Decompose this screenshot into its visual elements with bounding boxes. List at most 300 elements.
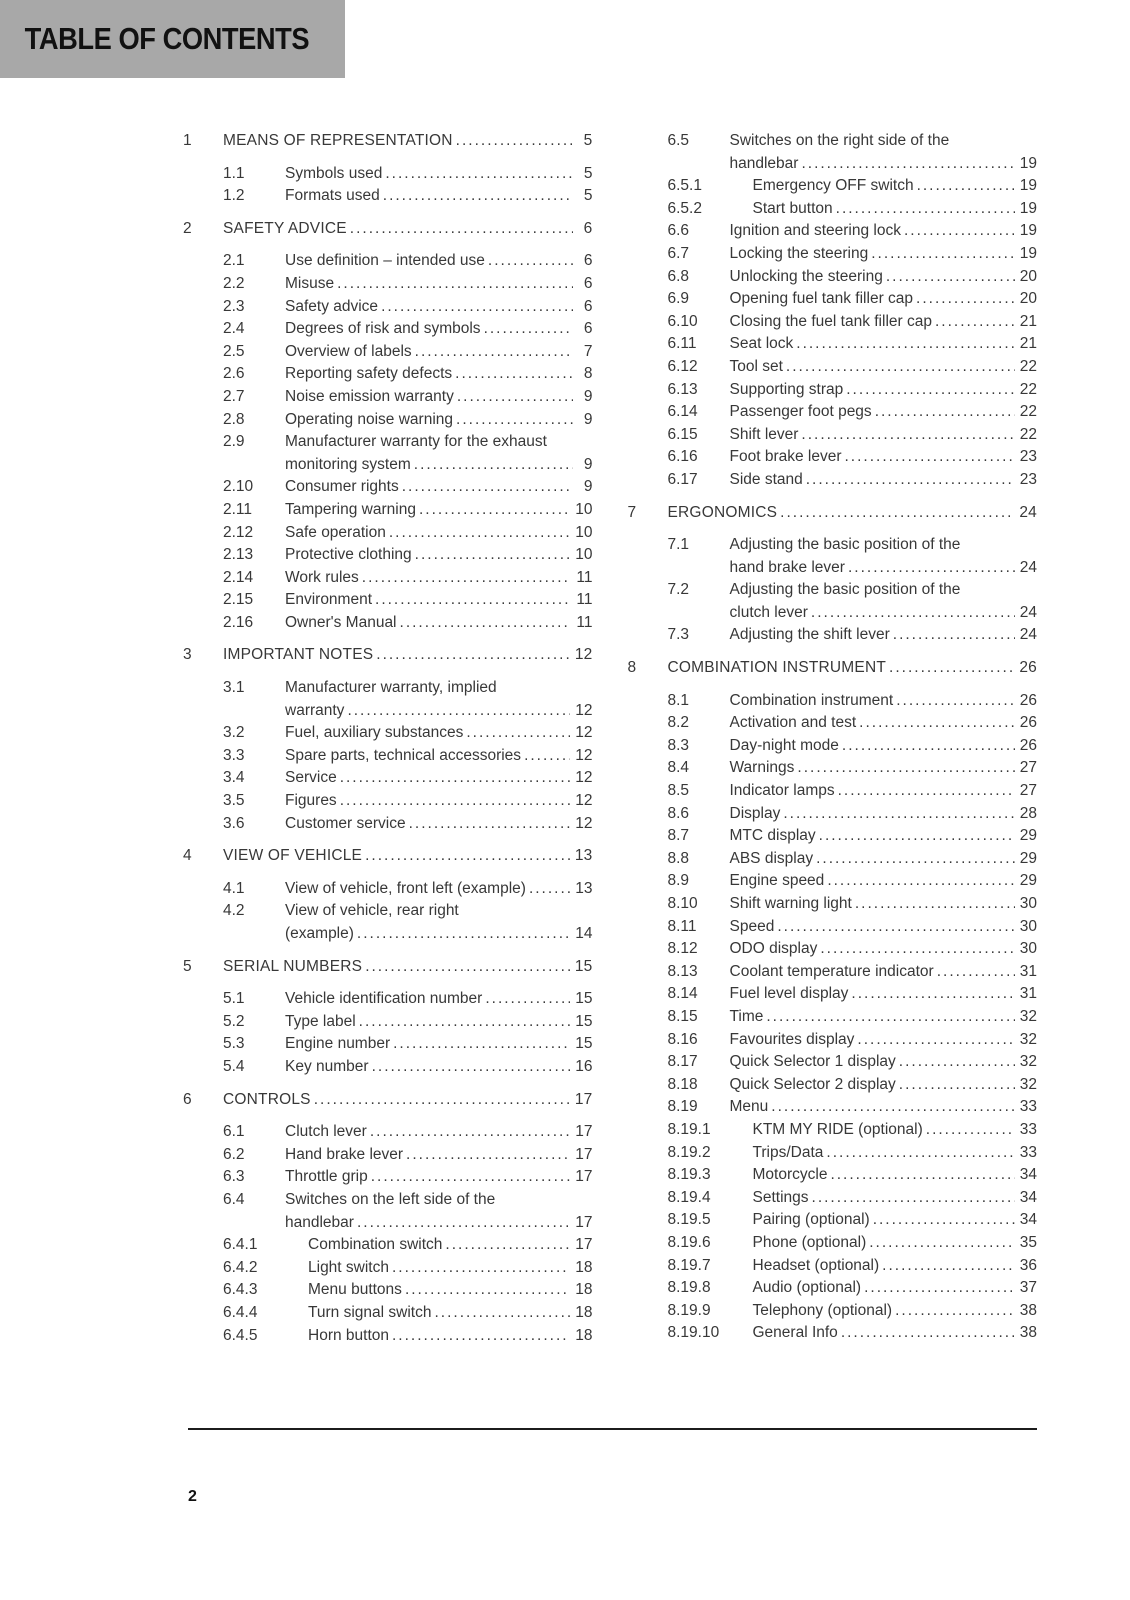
toc-entry-number: 8.19.7 [667, 1256, 711, 1274]
toc-entry-number: 8.9 [667, 872, 690, 890]
toc-entry-page: 17 [575, 1145, 593, 1163]
toc-entry-title-text: Speed [729, 917, 775, 935]
toc-entry-number: 8.13 [667, 962, 698, 980]
toc-entry [183, 988, 593, 1011]
toc-entry-page: 32 [1019, 1053, 1037, 1071]
toc-entry-number: 8.18 [667, 1075, 698, 1093]
toc-entry-number: 3.4 [223, 769, 245, 787]
toc-entry-page: 20 [1019, 267, 1037, 285]
toc-entry-number: 6.17 [667, 470, 698, 488]
dot-leader [314, 1089, 570, 1112]
toc-entry-title [730, 311, 1038, 334]
toc-entry [628, 893, 1038, 916]
toc-entry-page: 24 [1019, 626, 1037, 644]
toc-entry-number: 2.8 [223, 410, 245, 428]
toc-entry-number: 5.3 [223, 1035, 245, 1053]
dot-leader [830, 1164, 1014, 1187]
toc-entry-title-text: Locking the steering [729, 244, 869, 262]
toc-entry-number: 1.2 [223, 187, 245, 205]
dot-leader [801, 424, 1014, 447]
toc-entry-number: 6.11 [667, 335, 697, 353]
toc-entry [628, 803, 1038, 826]
toc-entry-title [753, 1255, 1038, 1278]
dot-leader [896, 690, 1015, 713]
toc-entry-page: 23 [1019, 448, 1037, 466]
toc-entry-number: 5 [183, 957, 192, 975]
dot-leader [864, 1277, 1015, 1300]
toc-entry [183, 130, 593, 153]
toc-entry-number: 6.4.3 [223, 1281, 258, 1299]
toc-entry-page: 9 [583, 478, 593, 496]
toc-entry-title [285, 567, 593, 590]
toc-entry-title [285, 522, 593, 545]
dot-leader [359, 1011, 571, 1034]
toc-entry-number: 8.19.8 [667, 1279, 711, 1297]
toc-entry-title [753, 175, 1038, 198]
dot-leader [836, 198, 1015, 221]
toc-entry-page: 23 [1019, 470, 1037, 488]
toc-entry [183, 722, 593, 745]
toc-entry-title [285, 163, 593, 186]
dot-leader [771, 1096, 1014, 1119]
dot-leader [857, 1029, 1014, 1052]
toc-entry-title [730, 1006, 1038, 1029]
toc-entry-title [308, 1257, 593, 1280]
toc-entry-page: 18 [575, 1281, 593, 1299]
toc-entry-page: 12 [575, 701, 593, 719]
dot-leader [392, 1257, 570, 1280]
toc-entry-title-text: Misuse [285, 274, 335, 292]
toc-entry-page: 17 [575, 1168, 593, 1186]
toc-entry [628, 1232, 1038, 1255]
toc-entry-title-text: Work rules [285, 568, 359, 586]
dot-leader [415, 544, 571, 567]
toc-entry-title [285, 790, 593, 813]
toc-entry-title-line: Switches on the right side of the [729, 132, 950, 149]
toc-entry-title-text: Shift warning light [729, 895, 852, 912]
toc-entry-title-text: Day-night mode [729, 736, 839, 754]
toc-entry-page: 29 [1019, 849, 1037, 867]
toc-entry-number: 2.13 [223, 546, 254, 564]
toc-entry [628, 1187, 1038, 1210]
dot-leader [375, 589, 571, 612]
dot-leader [529, 878, 570, 901]
toc-entry-title-text: (example) [285, 925, 354, 942]
toc-entry-page: 26 [1019, 659, 1037, 677]
toc-entry [628, 712, 1038, 735]
toc-entry-number: 8.19 [667, 1098, 698, 1116]
toc-entry-title-text: Coolant temperature indicator [729, 962, 934, 980]
toc-entry-number: 7 [627, 503, 637, 521]
toc-entry [183, 341, 593, 364]
toc-entry [183, 845, 593, 868]
dot-leader [383, 185, 573, 208]
toc-entry-title [753, 1300, 1038, 1323]
dot-leader [347, 700, 570, 723]
toc-entry-title [730, 735, 1038, 758]
toc-entry-page: 11 [576, 568, 593, 586]
toc-entry [628, 983, 1038, 1006]
toc-entry-number: 8.17 [667, 1053, 698, 1071]
toc-entry-number: 8.19.6 [667, 1233, 711, 1251]
toc-entry-number: 6.7 [667, 244, 690, 262]
dot-leader [851, 983, 1014, 1006]
toc-entry-number: 8.19.4 [667, 1188, 711, 1206]
toc-entry-page: 6 [583, 297, 593, 315]
toc-entry-number: 2.2 [223, 274, 245, 292]
toc-entry [628, 961, 1038, 984]
dot-leader [381, 296, 572, 319]
toc-entry-number: 6 [183, 1090, 192, 1108]
toc-entry-title-text: Supporting strap [729, 380, 844, 398]
toc-entry-title [730, 579, 1038, 624]
toc-entry-title [730, 356, 1038, 379]
toc-entry-title-line: Adjusting the basic position of the [729, 536, 961, 554]
toc-entry [183, 386, 593, 409]
toc-entry-page: 5 [583, 132, 593, 149]
toc-entry-number: 8.19.3 [667, 1166, 711, 1184]
toc-entry-title [668, 657, 1038, 680]
toc-entry [183, 163, 593, 186]
toc-entry-title-text: Environment [285, 591, 373, 609]
toc-entry-number: 6.4 [223, 1190, 245, 1208]
toc-entry-title [285, 1056, 593, 1079]
dot-leader [786, 356, 1015, 379]
toc-entry-number: 2.14 [223, 568, 254, 586]
toc-entry-title [730, 848, 1038, 871]
dot-leader [389, 522, 570, 545]
toc-entry-page: 15 [575, 990, 593, 1008]
toc-entry [628, 757, 1038, 780]
toc-entry-title-text: Opening fuel tank filler cap [729, 290, 914, 308]
toc-entry [628, 469, 1038, 492]
toc-entry-title [285, 386, 593, 409]
toc-entry-title-text: Spare parts, technical accessories [285, 746, 522, 764]
toc-entry-title-text: Pairing (optional) [752, 1211, 870, 1229]
toc-entry [628, 175, 1038, 198]
toc-entry-number: 2.1 [223, 252, 245, 270]
toc-entry [183, 250, 593, 273]
toc-entry-title-text: Warnings [729, 759, 795, 777]
toc-entry-page: 34 [1019, 1211, 1037, 1229]
dot-leader [796, 333, 1014, 356]
toc-entry-page: 17 [575, 1213, 593, 1231]
toc-entry [183, 273, 593, 296]
toc-entry-number: 6.10 [667, 312, 698, 330]
dot-leader [820, 938, 1014, 961]
toc-entry-title [753, 1164, 1038, 1187]
toc-entry [183, 1089, 593, 1112]
toc-entry-page: 19 [1019, 177, 1037, 195]
toc-entry-title [730, 333, 1038, 356]
toc-entry [628, 579, 1038, 624]
toc-entry-title-text: Symbols used [285, 164, 383, 182]
toc-entry-title [753, 1209, 1038, 1232]
toc-entry-title [285, 185, 593, 208]
toc-entry-page: 19 [1019, 154, 1037, 172]
toc-entry [628, 916, 1038, 939]
toc-entry-title-text: Trips/Data [752, 1143, 824, 1161]
toc-entry-page: 20 [1019, 290, 1037, 308]
toc-entry [183, 1056, 593, 1079]
toc-entry-number: 2.16 [223, 613, 254, 631]
toc-entry-page: 12 [575, 814, 593, 832]
toc-entry-page: 27 [1019, 782, 1037, 800]
toc-entry [183, 409, 593, 432]
toc-entry-number: 6.5.1 [667, 177, 702, 195]
toc-entry-number: 6.15 [667, 425, 698, 443]
toc-entry-page: 16 [575, 1057, 593, 1075]
toc-entry-number: 7.1 [667, 536, 690, 554]
toc-entry [183, 956, 593, 979]
toc-entry-number: 8.19.10 [667, 1324, 720, 1342]
dot-leader [415, 341, 573, 364]
dot-leader [370, 1121, 570, 1144]
toc-entry-number: 8.14 [667, 985, 698, 1003]
dot-leader [899, 1051, 1015, 1074]
toc-entry-number: 2.9 [223, 433, 245, 451]
toc-entry-number: 7.2 [667, 581, 690, 599]
toc-entry-title [730, 780, 1038, 803]
toc-entry [183, 1011, 593, 1034]
toc-entry-title-line: Adjusting the basic position of the [729, 581, 961, 599]
toc-entry-title [285, 900, 593, 945]
toc-entry [183, 1144, 593, 1167]
toc-entry-title-text: Clutch lever [285, 1123, 367, 1141]
dot-leader [419, 499, 570, 522]
toc-entry [183, 745, 593, 768]
toc-entry-number: 2.7 [223, 387, 245, 405]
toc-entry-title [753, 198, 1038, 221]
toc-entry-title [285, 476, 593, 499]
toc-entry-title-text: Foot brake lever [729, 448, 842, 466]
toc-entry-title [753, 1119, 1038, 1142]
dot-leader [365, 845, 570, 868]
toc-entry [183, 589, 593, 612]
toc-entry-page: 33 [1019, 1098, 1037, 1116]
toc-entry-title [730, 916, 1038, 939]
toc-entry-title-text: Vehicle identification number [285, 990, 483, 1008]
toc-entry-number: 8 [627, 659, 637, 677]
toc-entry-number: 8.6 [667, 804, 690, 822]
dot-leader [766, 1006, 1014, 1029]
dot-leader [340, 767, 571, 790]
toc-entry-title-text: Tool set [729, 357, 783, 375]
toc-entry-title-text: Indicator lamps [729, 782, 835, 800]
dot-leader [780, 502, 1014, 525]
dot-leader [409, 813, 571, 836]
dot-leader [456, 130, 573, 153]
toc-entry-title-text: monitoring system [285, 455, 411, 473]
toc-entry-page: 12 [575, 746, 593, 764]
toc-entry-title [730, 961, 1038, 984]
toc-entry-number: 6.5.2 [667, 199, 702, 217]
toc-entry-title-text: Noise emission warranty [285, 387, 454, 405]
toc-entry-title [730, 288, 1038, 311]
toc-entry-title-text: Hand brake lever [285, 1145, 404, 1163]
dot-leader [466, 722, 570, 745]
toc-entry [628, 502, 1038, 525]
dot-leader [899, 1074, 1015, 1097]
toc-entry-page: 24 [1019, 558, 1037, 576]
toc-entry-title-text: Passenger foot pegs [729, 403, 872, 421]
toc-entry-page: 19 [1019, 199, 1037, 217]
toc-entry-title-text: Combination instrument [729, 691, 894, 709]
toc-entry-title [285, 1121, 593, 1144]
toc-entry-title-text: Consumer rights [285, 478, 399, 496]
toc-entry [183, 185, 593, 208]
toc-entry-number: 3.5 [223, 792, 245, 810]
toc-entry-title [223, 845, 593, 868]
toc-entry-page: 9 [583, 410, 593, 428]
toc-entry-title [223, 130, 593, 153]
toc-entry-page: 19 [1019, 222, 1037, 240]
toc-entry-page: 10 [575, 500, 593, 518]
toc-entry [628, 825, 1038, 848]
toc-entry-title [285, 499, 593, 522]
toc-entry-title [730, 401, 1038, 424]
toc-entry-title-text: Start button [752, 199, 833, 217]
toc-entry-title [285, 813, 593, 836]
toc-entry-title [753, 1322, 1038, 1345]
toc-entry [183, 644, 593, 667]
toc-entry-title [285, 677, 593, 722]
toc-entry-title [730, 983, 1038, 1006]
dot-leader [457, 386, 573, 409]
toc-entry [628, 356, 1038, 379]
toc-entry-title-text: Overview of labels [285, 342, 412, 360]
toc-entry-title [285, 612, 593, 635]
dot-leader [869, 1232, 1015, 1255]
toc-entry-number: 8.15 [667, 1007, 698, 1025]
dot-leader [777, 916, 1014, 939]
toc-entry-title-text: Owner's Manual [285, 613, 397, 631]
toc-entry-title-text: Audio (optional) [752, 1279, 862, 1297]
dot-leader [485, 988, 570, 1011]
toc-entry [183, 1033, 593, 1056]
dot-leader [357, 1212, 570, 1235]
toc-entry-title [285, 544, 593, 567]
dot-leader [904, 220, 1015, 243]
toc-entry-number: 4.1 [223, 879, 245, 897]
toc-entry-title-text: Adjusting the shift lever [729, 626, 890, 644]
toc-entry-number: 6.16 [667, 448, 698, 466]
toc-entry-title [223, 1089, 593, 1112]
toc-entry-number: 5.2 [223, 1012, 245, 1030]
toc-entry [628, 198, 1038, 221]
toc-entry [628, 1164, 1038, 1187]
toc-entry-page: 6 [583, 320, 593, 338]
toc-entry-title [285, 273, 593, 296]
toc-entry-title [223, 956, 593, 979]
dot-leader [340, 790, 571, 813]
toc-entry-title-text: Menu buttons [308, 1281, 402, 1299]
toc-entry-title-text: Engine number [285, 1035, 391, 1053]
toc-entry-title [308, 1325, 593, 1348]
toc-entry-title-text: Figures [285, 792, 337, 810]
toc-entry-number: 3.6 [223, 814, 245, 832]
toc-entry-title [730, 243, 1038, 266]
toc-entry-number: 8.3 [667, 736, 690, 754]
toc-entry-title [285, 341, 593, 364]
toc-entry-page: 11 [576, 613, 593, 631]
toc-entry [628, 1029, 1038, 1052]
dot-leader [846, 379, 1015, 402]
toc-entry-number: 2.5 [223, 342, 245, 360]
toc-entry [183, 1166, 593, 1189]
toc-entry-page: 22 [1019, 380, 1037, 398]
toc-entry-title-text: Shift lever [729, 425, 799, 443]
toc-entry-title [730, 690, 1038, 713]
dot-leader [406, 1144, 570, 1167]
toc-entry-number: 2.10 [223, 478, 254, 496]
toc-entry-page: 15 [574, 957, 593, 975]
toc-entry [628, 1322, 1038, 1345]
toc-entry [628, 1300, 1038, 1323]
toc-entry-title [730, 1096, 1038, 1119]
toc-entry-title [730, 534, 1038, 579]
toc-entry-title-text: Protective clothing [285, 546, 412, 564]
toc-entry-number: 8.16 [667, 1030, 698, 1048]
toc-entry-title [730, 379, 1038, 402]
toc-entry-number: 7.3 [667, 626, 690, 644]
toc-entry [628, 1277, 1038, 1300]
toc-entry [183, 363, 593, 386]
toc-entry [628, 266, 1038, 289]
toc-entry-title-text: MEANS OF REPRESENTATION [223, 132, 453, 149]
toc-entry-title [285, 878, 593, 901]
toc-entry-title-text: ODO display [729, 940, 818, 958]
toc-entry [628, 401, 1038, 424]
toc-entry-number: 6.6 [667, 222, 690, 240]
toc-entry-page: 30 [1019, 917, 1037, 935]
dot-leader [917, 175, 1015, 198]
toc-entry-title [285, 1166, 593, 1189]
toc-entry-page: 12 [575, 724, 593, 742]
toc-entry-title-text: Reporting safety defects [285, 365, 453, 383]
toc-entry-page: 21 [1019, 335, 1037, 353]
dot-leader [848, 557, 1015, 580]
toc-entry-page: 33 [1019, 1143, 1037, 1161]
toc-entry-page: 15 [575, 1012, 593, 1030]
toc-entry-title [308, 1279, 593, 1302]
toc-entry-page: 30 [1019, 940, 1037, 958]
dot-leader [414, 454, 573, 477]
toc-entry-number: 8.19.9 [667, 1301, 711, 1319]
toc-entry-number: 6.4.1 [223, 1236, 258, 1254]
toc-entry-title [730, 266, 1038, 289]
toc-entry-number: 5.4 [223, 1057, 245, 1075]
toc-entry-number: 8.1 [667, 691, 690, 709]
toc-entry-title-text: Tampering warning [285, 500, 416, 518]
toc-entry-number: 2 [183, 219, 192, 237]
dot-leader [783, 803, 1014, 826]
toc-entry-number: 8.19.5 [667, 1211, 711, 1229]
toc-entry-number: 3 [183, 646, 192, 664]
toc-entry-title-text: Headset (optional) [752, 1256, 880, 1274]
toc-columns [183, 120, 1037, 1347]
toc-entry-title [730, 446, 1038, 469]
toc-entry-page: 24 [1019, 603, 1037, 621]
dot-leader [372, 1056, 571, 1079]
toc-entry [183, 296, 593, 319]
toc-entry [183, 218, 593, 241]
toc-entry-title-text: Customer service [285, 814, 406, 832]
toc-entry-page: 9 [583, 455, 593, 473]
dot-leader [337, 273, 572, 296]
toc-entry [628, 780, 1038, 803]
toc-entry [628, 848, 1038, 871]
